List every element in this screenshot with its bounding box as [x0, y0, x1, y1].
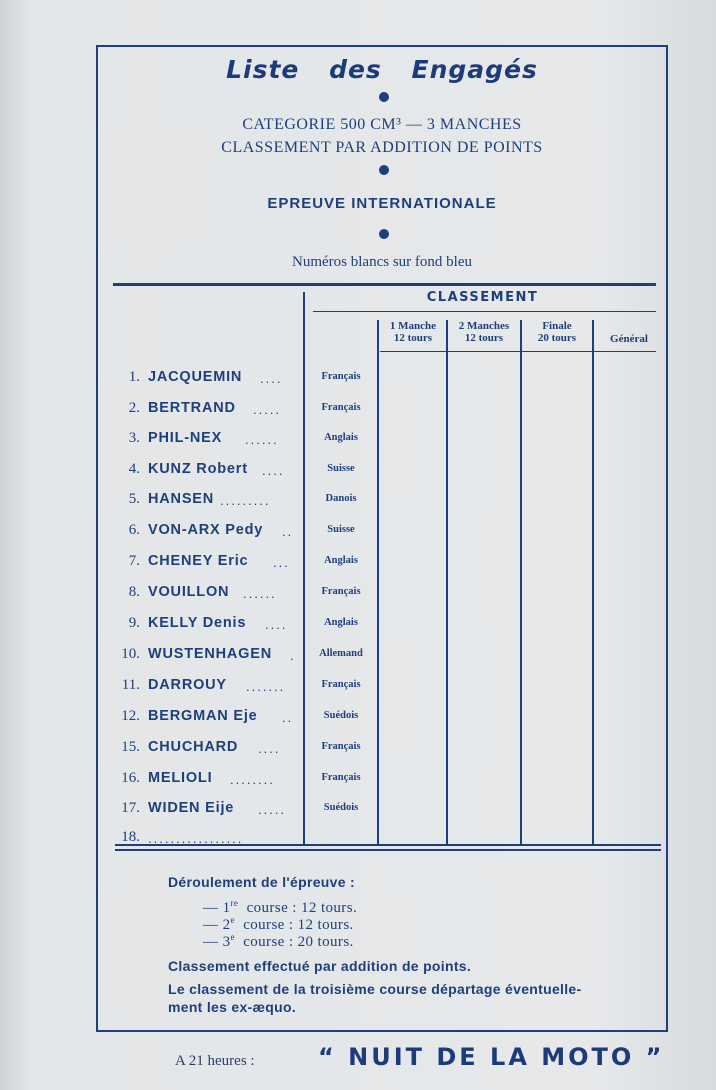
column-divider [303, 292, 305, 845]
ranking-note: Classement effectué par addition de points. [168, 958, 472, 974]
column-divider [377, 320, 379, 845]
column-header-general: Général [610, 333, 648, 345]
ranking-method-line: CLASSEMENT PAR ADDITION DE POINTS [221, 139, 543, 156]
schedule-heading: Déroulement de l'épreuve : [168, 874, 355, 890]
bullet-dot [379, 165, 389, 175]
table-bottom-rule [115, 849, 661, 851]
column-divider [520, 320, 522, 845]
column-header-manche-1: 1 Manche 12 tours [389, 320, 437, 344]
course-line: — 1re course : 12 tours. [203, 898, 358, 916]
footer-event-name: “ NUIT DE LA MOTO ” [318, 1043, 665, 1071]
tiebreak-note-line-1: Le classement de la troisième course départage éventuelle- [168, 981, 582, 997]
event-type: EPREUVE INTERNATIONALE [267, 195, 497, 212]
column-header-manche-2: 2 Manches 12 tours [458, 320, 510, 344]
course-line: — 3e course : 20 tours. [203, 932, 354, 950]
tiebreak-note-line-2: ment les ex-æquo. [168, 999, 297, 1015]
classement-heading: CLASSEMENT [426, 290, 539, 305]
page-title: Liste des Engagés [226, 55, 538, 84]
table-top-rule [113, 283, 656, 286]
category-line: CATEGORIE 500 CM³ — 3 MANCHES [242, 116, 522, 133]
column-divider [592, 320, 594, 845]
header-rule [380, 351, 656, 352]
classement-rule [313, 311, 656, 312]
course-line: — 2e course : 12 tours. [203, 915, 354, 933]
bullet-dot [379, 92, 389, 102]
numbers-note: Numéros blancs sur fond bleu [292, 254, 472, 270]
footer-time: A 21 heures : [175, 1053, 255, 1069]
column-header-finale: Finale 20 tours [537, 320, 577, 344]
bullet-dot [379, 229, 389, 239]
column-divider [446, 320, 448, 845]
